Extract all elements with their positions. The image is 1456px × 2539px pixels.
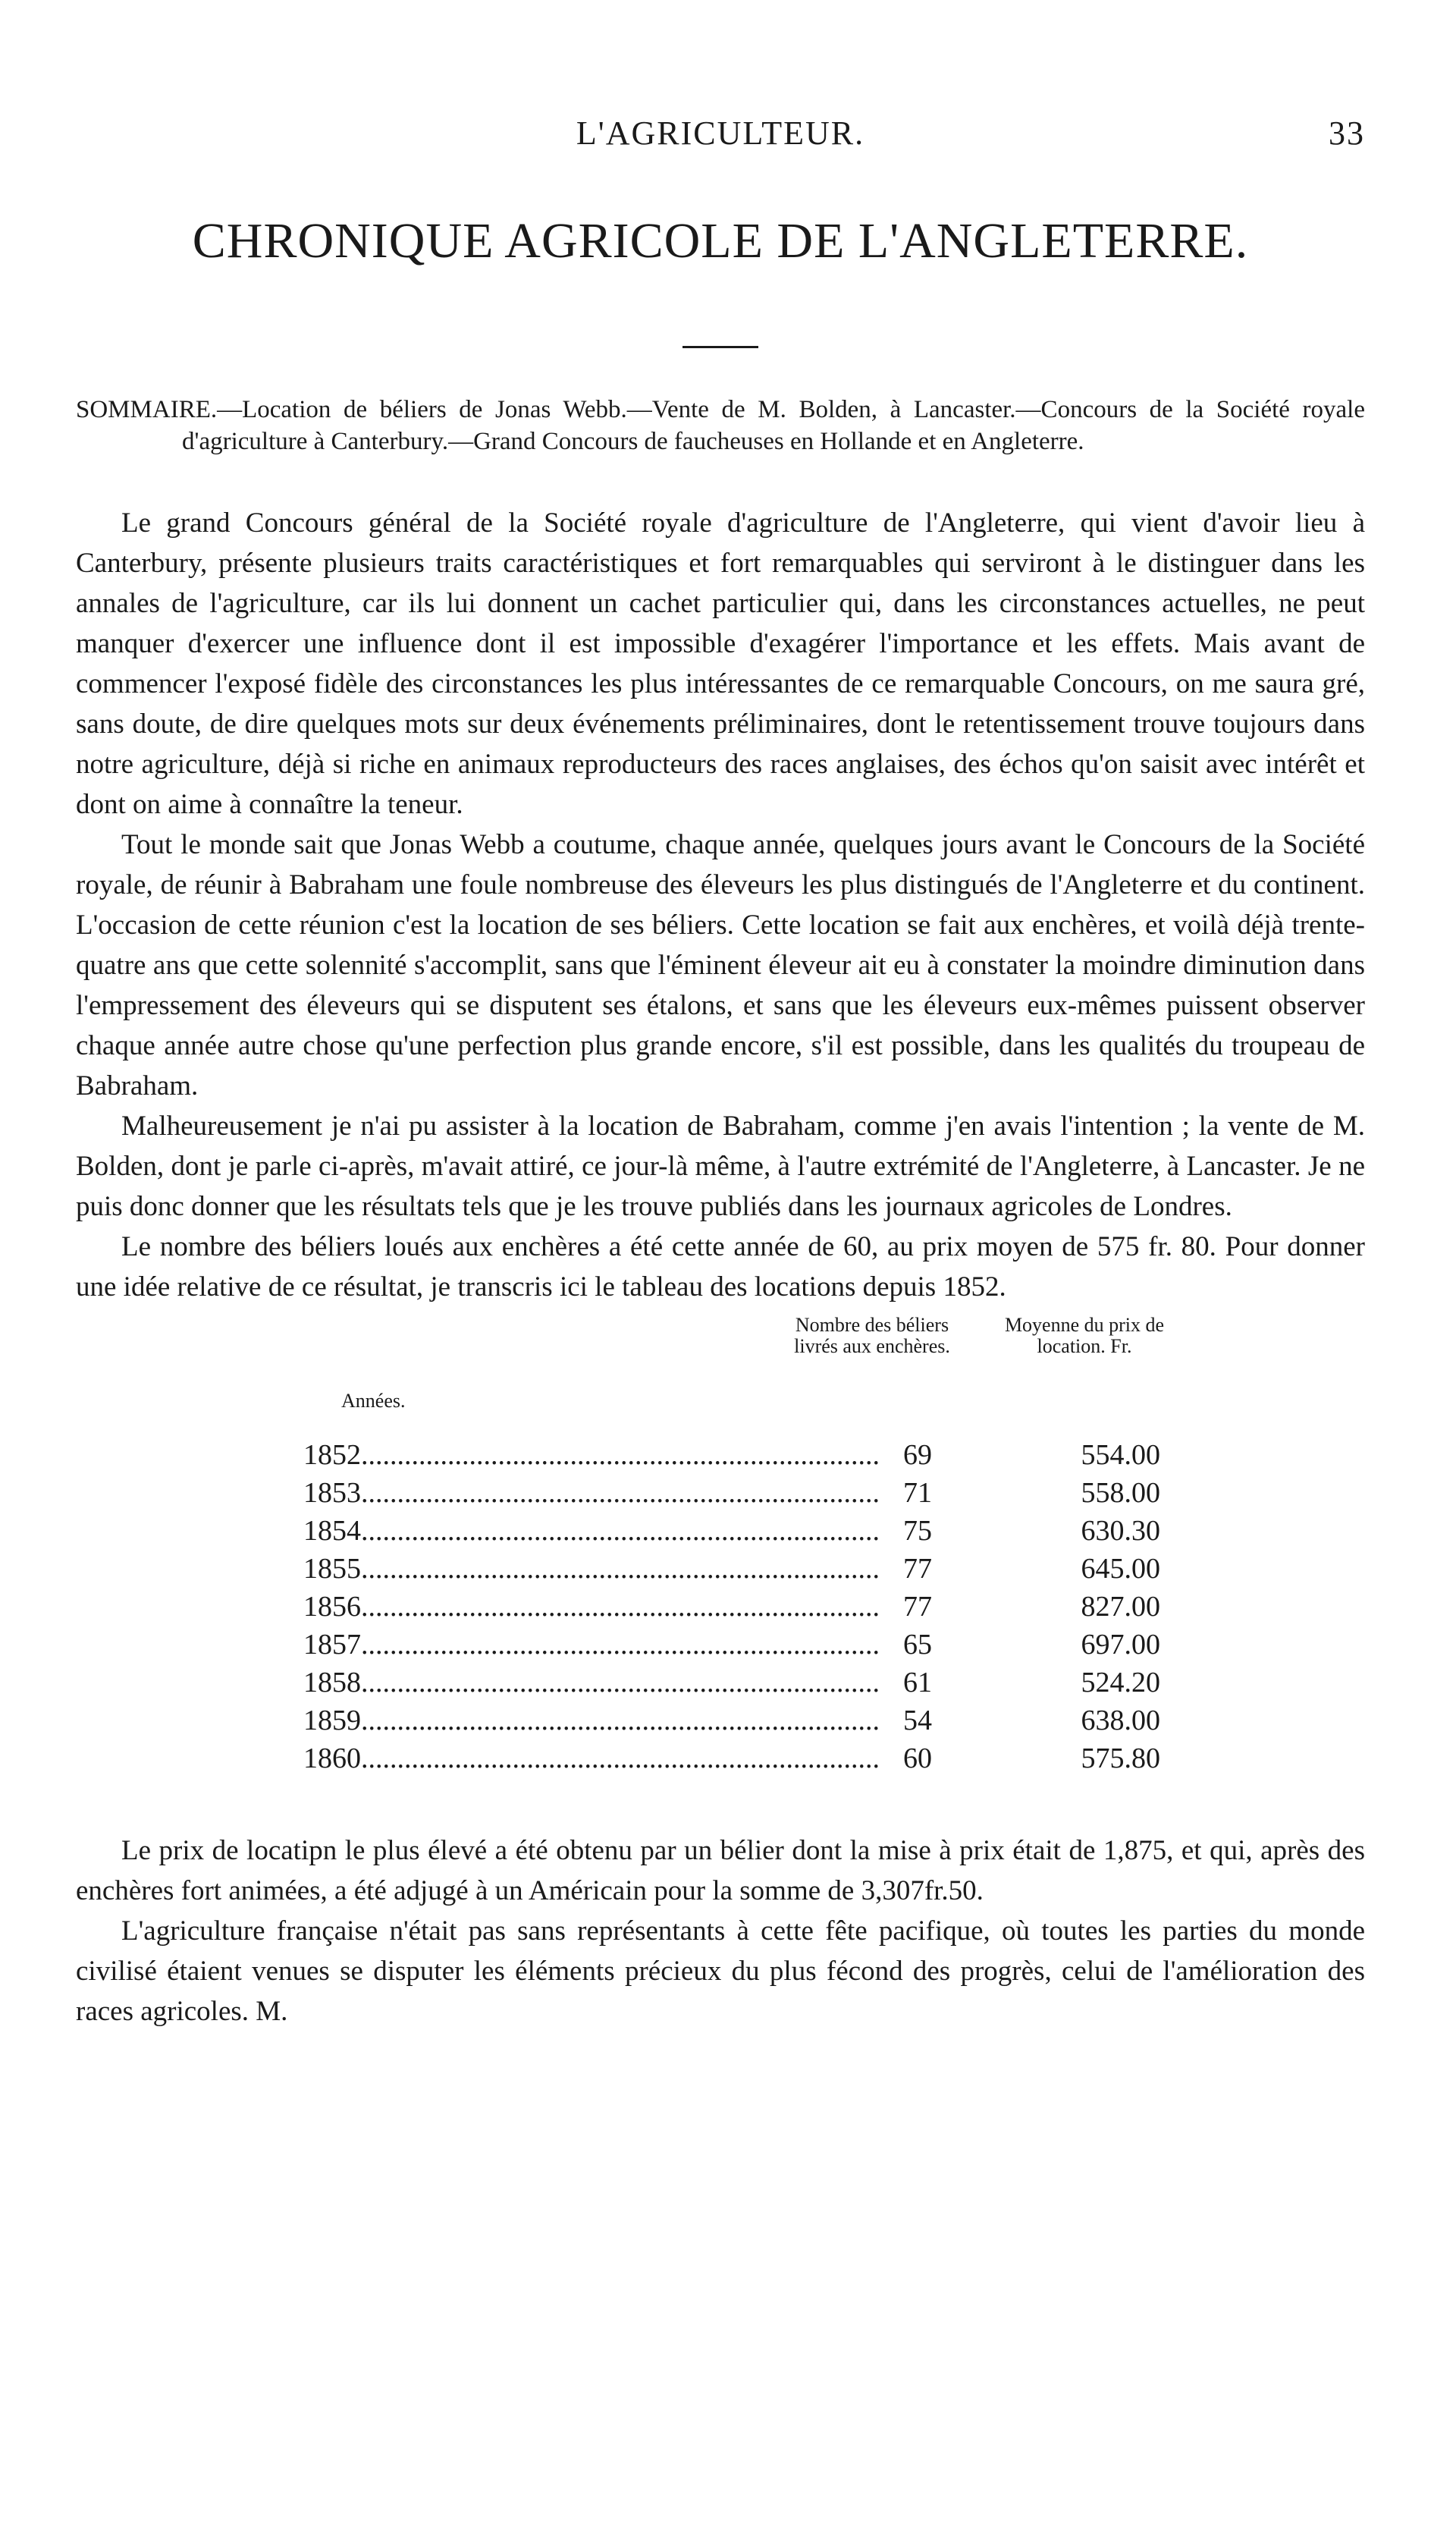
row-year: 1853 bbox=[303, 1477, 361, 1509]
column-header-years: Années. bbox=[341, 1390, 406, 1412]
row-year: 1859 bbox=[303, 1705, 361, 1736]
running-head bbox=[76, 114, 1365, 167]
row-leader: ........................................................................ bbox=[361, 1591, 880, 1623]
table-row bbox=[303, 1550, 1213, 1588]
row-count: 54 bbox=[903, 1705, 932, 1736]
paragraph: Malheureusement je n'ai pu assister à la location de Babraham, comme j'en avais l'intention ; la vente de M. Bolden, dont je parle ci-après, m'avait attiré, ce jour-là même, à l'autre extrémité de l'Angleterre, à Lancaster. Je ne puis donc donner que les résultats tels que je les trouve publiés dans les journaux agricoles de Londres. bbox=[76, 1111, 1365, 1222]
row-count: 77 bbox=[903, 1591, 932, 1623]
page-number: 33 bbox=[1329, 115, 1365, 152]
table-rows bbox=[303, 1436, 1213, 1777]
page bbox=[76, 114, 1365, 2032]
summary: SOMMAIRE.—Location de béliers de Jonas Webb.—Vente de M. Bolden, à Lancaster.—Concours de la Société royale d'agriculture à Canterbury.—Grand Concours de faucheuses en Hollande et en Angleterre. bbox=[76, 396, 1365, 455]
table-row bbox=[303, 1664, 1213, 1702]
row-leader: ........................................................................ bbox=[361, 1477, 880, 1509]
row-leader: ........................................................................ bbox=[361, 1515, 880, 1547]
paragraph: Tout le monde sait que Jonas Webb a coutume, chaque année, quelques jours avant le Concours de la Société royale, de réunir à Babraham une foule nombreuse des éleveurs les plus distingués de l'Angleterre et du continent. L'occasion de cette réunion c'est la location de ses béliers. Cette location se fait aux enchères, et voilà déjà trente-quatre ans que cette solennité s'accomplit, sans que l'éminent éleveur ait eu à constater la moindre diminution dans l'empressement des éleveurs qui se disputent ses étalons, et sans que les éleveurs eux-mêmes puissent observer chaque année autre chose qu'une perfection plus grande encore, s'il est possible, dans les qualités du troupeau de Babraham. bbox=[76, 829, 1365, 1101]
row-price: 638.00 bbox=[1081, 1705, 1160, 1736]
column-header-count: Nombre des béliers livrés aux enchères. bbox=[794, 1314, 950, 1357]
paragraph: L'agriculture française n'était pas sans représentants à cette fête pacifique, où toutes les parties du monde civilisé étaient venues se disputer les éléments précieux du plus fécond des progrès, celui de l'amélioration des races agricoles. M. bbox=[76, 1915, 1365, 2027]
row-year: 1857 bbox=[303, 1629, 361, 1661]
row-year: 1852 bbox=[303, 1439, 361, 1471]
paragraph: Le grand Concours général de la Société royale d'agriculture de l'Angleterre, qui vient d'avoir lieu à Canterbury, présente plusieurs traits caractéristiques et fort remarquables qui serviront à le distinguer dans les annales de l'agriculture, car ils lui donnent un cachet particulier qui, dans les circonstances actuelles, ne peut manquer d'exercer une influence dont il est impossible d'exagérer l'importance et les effets. Mais avant de commencer l'exposé fidèle des circonstances les plus intéressantes de ce remarquable Concours, on me saura gré, sans doute, de dire quelques mots sur deux événements préliminaires, dont le retentissement trouve toujours dans notre agriculture, déjà si riche en animaux reproducteurs des races anglaises, des échos qu'on saisit avec intérêt et dont on aime à connaître la teneur. bbox=[76, 507, 1365, 820]
row-leader: ........................................................................ bbox=[361, 1705, 880, 1736]
row-count: 60 bbox=[903, 1742, 932, 1774]
row-count: 61 bbox=[903, 1667, 932, 1698]
table-row bbox=[303, 1739, 1213, 1777]
table-row bbox=[303, 1702, 1213, 1739]
row-price: 554.00 bbox=[1081, 1439, 1160, 1471]
row-year: 1856 bbox=[303, 1591, 361, 1623]
table-row bbox=[303, 1588, 1213, 1626]
table-row bbox=[303, 1512, 1213, 1550]
table-row bbox=[303, 1436, 1213, 1474]
row-count: 65 bbox=[903, 1629, 932, 1661]
row-leader: ........................................................................ bbox=[361, 1439, 880, 1471]
row-count: 69 bbox=[903, 1439, 932, 1471]
row-count: 77 bbox=[903, 1553, 932, 1585]
article-title: CHRONIQUE AGRICOLE DE L'ANGLETERRE. bbox=[192, 213, 1249, 269]
column-header-price: Moyenne du prix de location. Fr. bbox=[1004, 1314, 1165, 1357]
row-count: 75 bbox=[903, 1515, 932, 1547]
table-row bbox=[303, 1626, 1213, 1664]
row-price: 630.30 bbox=[1081, 1515, 1160, 1547]
row-price: 697.00 bbox=[1081, 1629, 1160, 1661]
running-title: L'AGRICULTEUR. bbox=[576, 115, 865, 152]
row-year: 1855 bbox=[303, 1553, 361, 1585]
row-year: 1854 bbox=[303, 1515, 361, 1547]
row-price: 827.00 bbox=[1081, 1591, 1160, 1623]
row-leader: ........................................................................ bbox=[361, 1629, 880, 1661]
row-price: 645.00 bbox=[1081, 1553, 1160, 1585]
locations-table bbox=[76, 1315, 1365, 1800]
row-leader: ........................................................................ bbox=[361, 1742, 880, 1774]
paragraph: Le prix de locatipn le plus élevé a été obtenu par un bélier dont la mise à prix était de 1,875, et qui, après des enchères fort animées, a été adjugé à un Américain pour la somme de 3,307fr.50. bbox=[76, 1835, 1365, 1906]
row-year: 1860 bbox=[303, 1742, 361, 1774]
row-price: 558.00 bbox=[1081, 1477, 1160, 1509]
table-row bbox=[303, 1474, 1213, 1512]
row-year: 1858 bbox=[303, 1667, 361, 1698]
title-divider bbox=[682, 346, 758, 348]
row-price: 524.20 bbox=[1081, 1667, 1160, 1698]
row-leader: ........................................................................ bbox=[361, 1667, 880, 1698]
row-leader: ........................................................................ bbox=[361, 1553, 880, 1585]
row-count: 71 bbox=[903, 1477, 932, 1509]
paragraph: Le nombre des béliers loués aux enchères a été cette année de 60, au prix moyen de 575 fr. 80. Pour donner une idée relative de ce résultat, je transcris ici le tableau des locations depuis 1852. bbox=[76, 1231, 1365, 1302]
row-price: 575.80 bbox=[1081, 1742, 1160, 1774]
